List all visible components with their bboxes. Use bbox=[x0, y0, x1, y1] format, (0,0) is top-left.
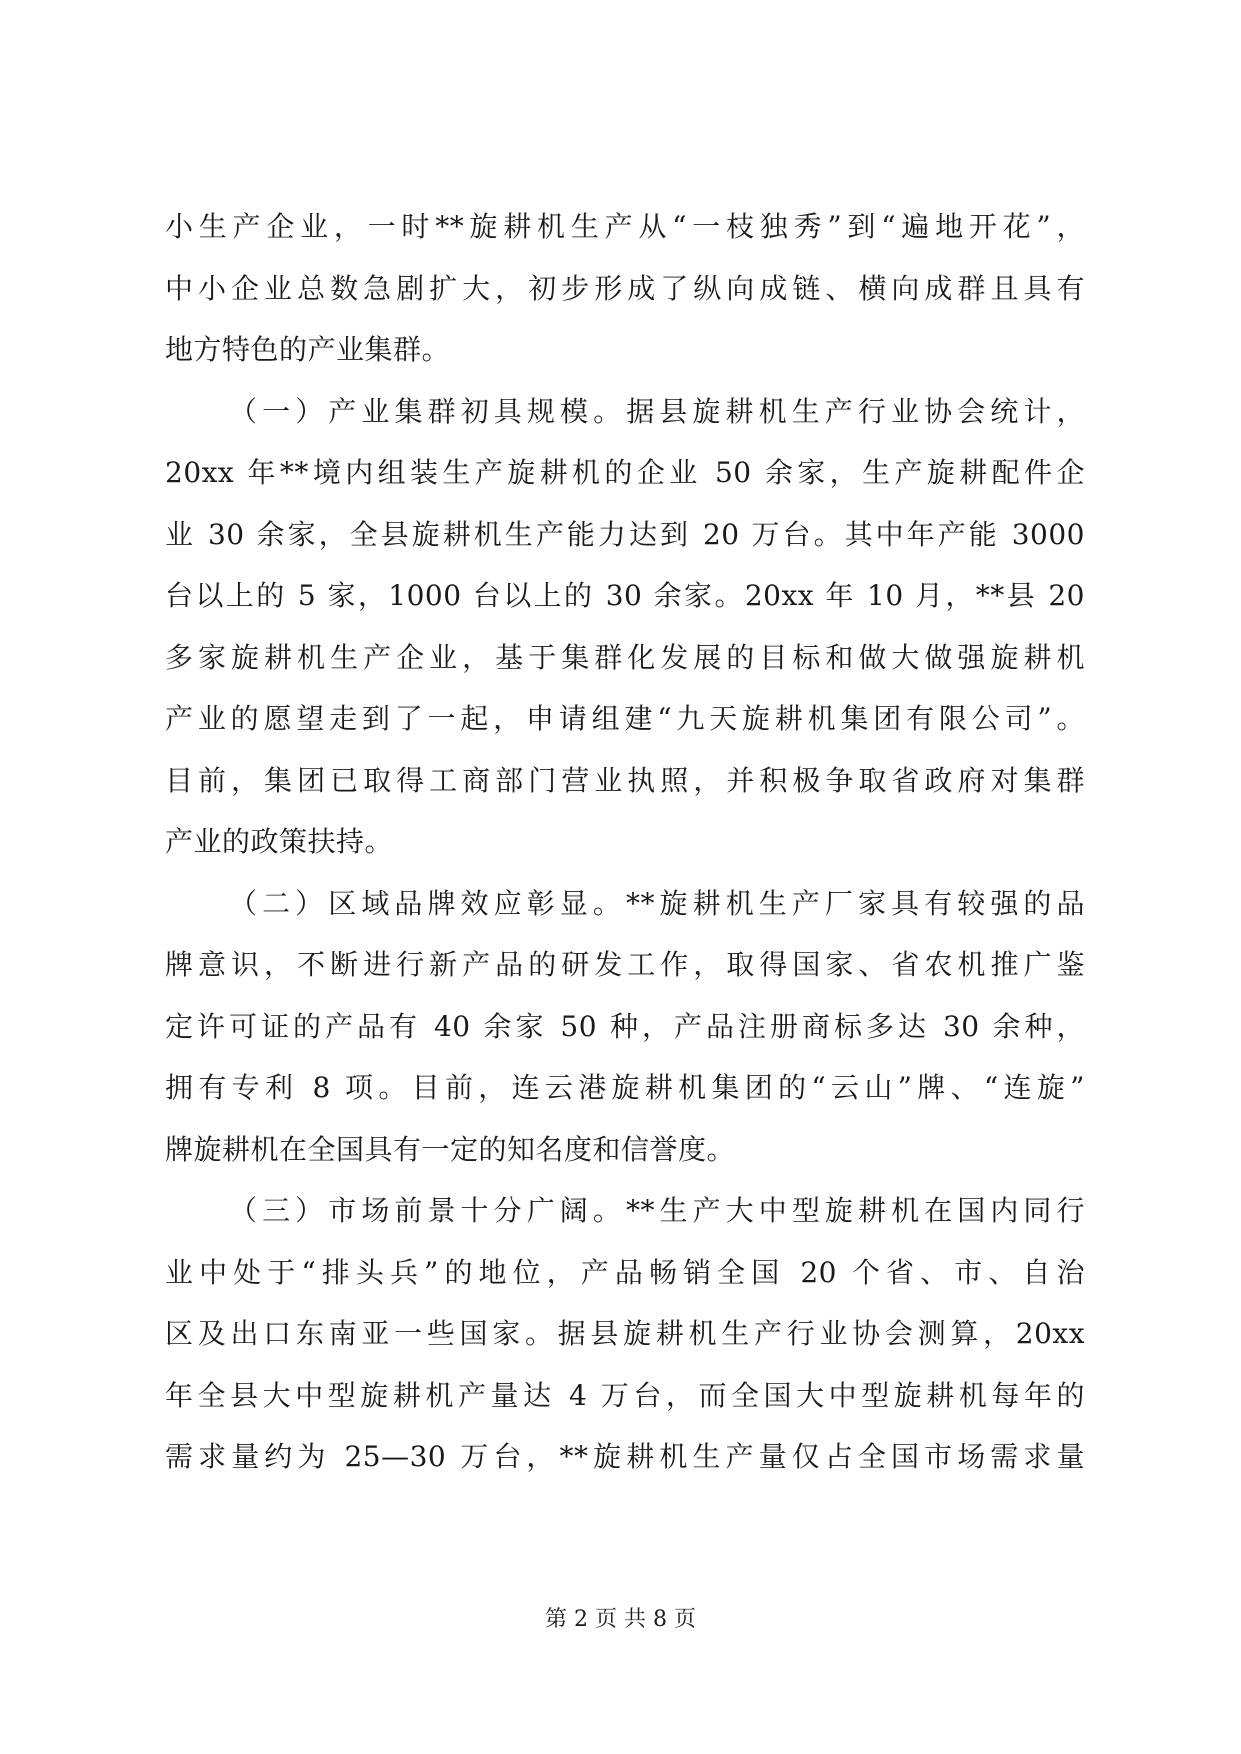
text-line: 小生产企业，一时**旋耕机生产从“一枝独秀”到“遍地开花”， bbox=[165, 210, 1085, 243]
text-line: 产业的愿望走到了一起，申请组建“九天旋耕机集团有限公司”。 bbox=[165, 702, 1085, 735]
text-line: 区及出口东南亚一些国家。据县旋耕机生产行业协会测算，20xx bbox=[165, 1317, 1085, 1350]
text-line: 台以上的 5 家，1000 台以上的 30 余家。20xx 年 10 月，**县 20 bbox=[165, 579, 1085, 612]
text-line: 业中处于“排头兵”的地位，产品畅销全国 20 个省、市、自治 bbox=[165, 1255, 1085, 1289]
text-line: 年全县大中型旋耕机产量达 4 万台，而全国大中型旋耕机每年的 bbox=[165, 1378, 1085, 1412]
text-line: 中小企业总数急剧扩大，初步形成了纵向成链、横向成群且具有 bbox=[165, 271, 1085, 305]
text-line: 产业的政策扶持。 bbox=[165, 825, 394, 858]
text-line: 需求量约为 25—30 万台，**旋耕机生产量仅占全国市场需求量 bbox=[165, 1440, 1085, 1473]
text-line: 业 30 余家，全县旋耕机生产能力达到 20 万台。其中年产能 3000 bbox=[165, 517, 1085, 551]
document-body bbox=[165, 196, 1085, 1488]
text-line: 牌意识，不断进行新产品的研发工作，取得国家、省农机推广鉴 bbox=[165, 948, 1085, 981]
text-line: 定许可证的产品有 40 余家 50 种，产品注册商标多达 30 余种， bbox=[165, 1009, 1085, 1043]
page-number-footer: 第 2 页 共 8 页 bbox=[545, 1607, 696, 1632]
text-line: 多家旋耕机生产企业，基于集群化发展的目标和做大做强旋耕机 bbox=[165, 640, 1085, 674]
text-line: 20xx 年**境内组装生产旋耕机的企业 50 余家，生产旋耕配件企 bbox=[165, 456, 1085, 489]
text-line: 地方特色的产业集群。 bbox=[165, 333, 451, 366]
paragraph-heading-line: （三）市场前景十分广阔。**生产大中型旋耕机在国内同行 bbox=[229, 1194, 1085, 1227]
text-line: 牌旋耕机在全国具有一定的知名度和信誉度。 bbox=[165, 1132, 736, 1166]
text-line: 目前，集团已取得工商部门营业执照，并积极争取省政府对集群 bbox=[165, 763, 1085, 797]
text-line: 拥有专利 8 项。目前，连云港旋耕机集团的“云山”牌、“连旋” bbox=[165, 1071, 1085, 1104]
paragraph-heading-line: （一）产业集群初具规模。据县旋耕机生产行业协会统计， bbox=[229, 394, 1085, 428]
paragraph-heading-line: （二）区域品牌效应彰显。**旋耕机生产厂家具有较强的品 bbox=[229, 886, 1085, 920]
